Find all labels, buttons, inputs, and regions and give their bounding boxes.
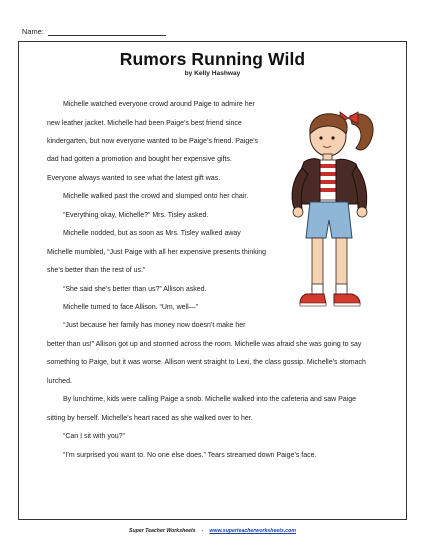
story-line: something to Paige, but it was worse. Allison went straight to Lexi, the class gossip. Michelle’s stomach xyxy=(47,359,366,367)
story-line: Michelle nodded, but as soon as Mrs. Tisley walked away xyxy=(63,230,241,238)
story-line: kindergarten, but now everyone wanted to be Paige’s friend. Paige’s xyxy=(47,137,259,145)
name-label: Name: xyxy=(22,27,44,36)
story-line: she’s better than the rest of us.” xyxy=(47,267,146,274)
story-line: Michelle walked past the crowd and slumped onto her chair. xyxy=(63,193,249,201)
story-line: Michelle watched everyone crowd around Paige to admire her xyxy=(63,101,255,108)
footer-brand: Super Teacher Worksheets xyxy=(129,528,196,534)
story-line: new leather jacket. Michelle had been Paige’s best friend since xyxy=(47,119,242,127)
footer-url-link[interactable]: www.superteacherworksheets.com xyxy=(209,528,296,534)
story-line: dad had gotten a promotion and bought her expensive gifts. xyxy=(47,156,232,164)
story-line: “She said she’s better than us?” Allison asked. xyxy=(63,285,207,293)
story-line: “Just because her family has money now doesn’t make her xyxy=(63,322,246,330)
story-line: Michelle mumbled, “Just Paige with all her expensive presents thinking xyxy=(47,248,267,256)
footer-separator: - xyxy=(201,528,204,534)
story-line: Michelle turned to face Allison. “Um, well—” xyxy=(63,303,198,311)
story-line: By lunchtime, kids were calling Paige a snob. Michelle walked into the cafeteria and saw Paige xyxy=(63,396,356,404)
story-line: Everyone always wanted to see what the latest gift was. xyxy=(47,174,221,182)
story-line: lurched. xyxy=(47,377,72,385)
story-line: “Everything okay, Michelle?” Mrs. Tisley asked. xyxy=(63,211,209,219)
girl-illustration xyxy=(270,98,400,330)
story-byline: by Kelly Hashway xyxy=(184,70,241,77)
story-line: “Can I sit with you?” xyxy=(63,433,125,441)
story-line: sitting by herself. Michelle’s heart raced as she walked over to her. xyxy=(47,414,253,422)
story-title: Rumors Running Wild xyxy=(119,49,306,69)
story-line: better than us!” Allison got up and stormed across the room. Michelle was afraid she was going to say xyxy=(47,340,362,348)
worksheet-footer xyxy=(0,528,425,534)
story-line: “I’m surprised you want to. No one else does.” Tears streamed down Paige’s face. xyxy=(63,451,317,459)
